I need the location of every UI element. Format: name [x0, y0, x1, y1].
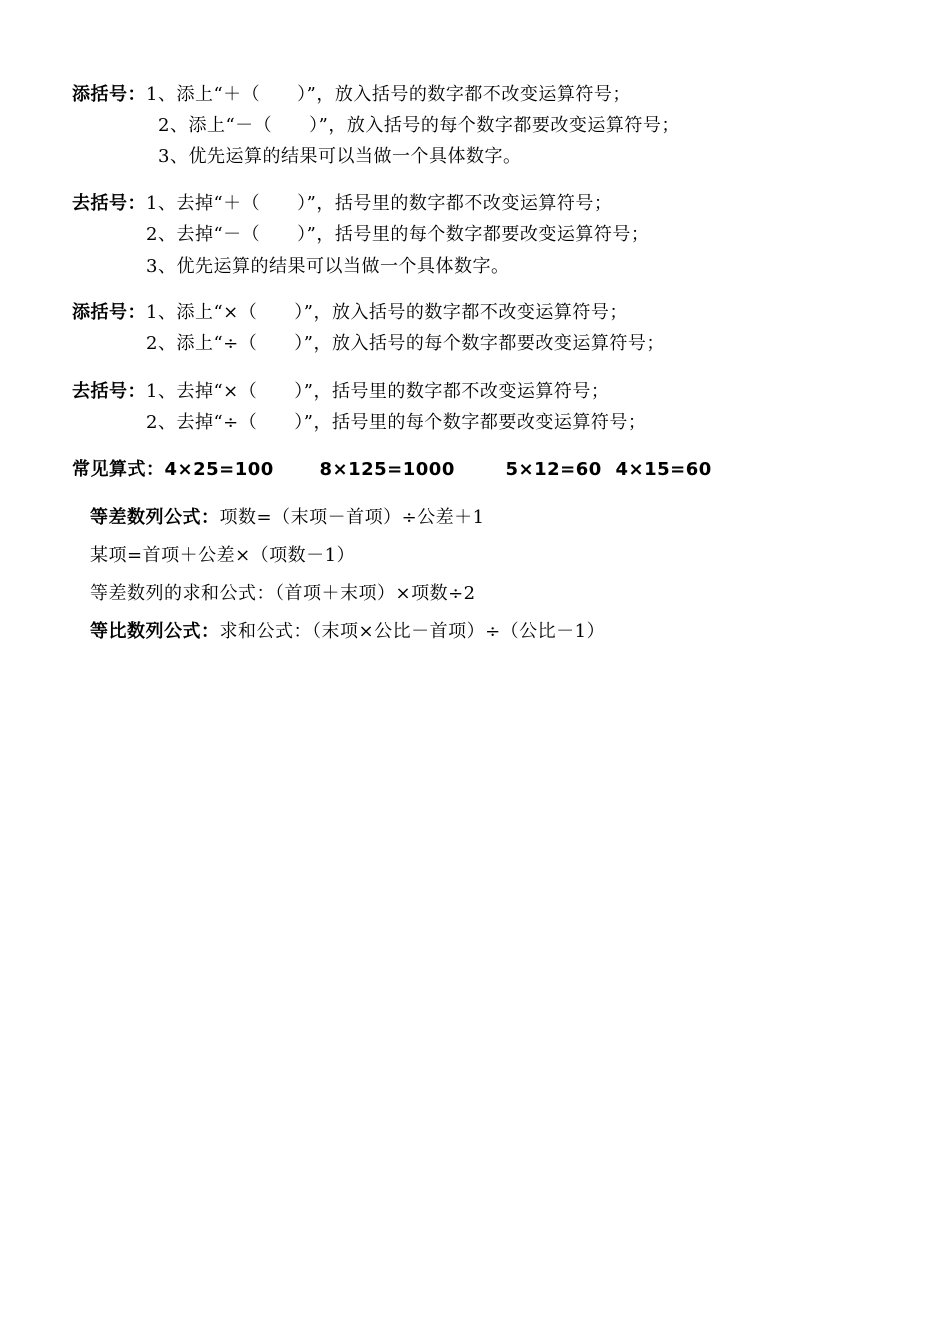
section-label: 添括号：	[72, 302, 146, 323]
section-remove-brackets-plus-minus-line-2	[146, 223, 649, 247]
section-label: 添括号：	[72, 84, 146, 105]
section-remove-brackets-plus-minus-line-3	[146, 255, 509, 279]
geometric-sequence-label: 等比数列公式：	[90, 621, 220, 642]
rule-text: 2、去掉“÷（ ）”，括号里的每个数字都要改变运算符号；	[146, 412, 647, 433]
arithmetic-sequence-sum-line	[90, 582, 476, 606]
common-equations-label: 常见算式：	[72, 459, 165, 480]
equation: 4×25=100	[164, 459, 274, 480]
section-remove-brackets-mul-div-line-2	[146, 411, 646, 435]
rule-text: 1、去掉“＋（ ）”，括号里的数字都不改变运算符号；	[146, 193, 613, 214]
rule-text: 3、优先运算的结果可以当做一个具体数字。	[158, 146, 522, 167]
equation: 8×125=1000	[319, 459, 455, 480]
common-equations-line	[72, 458, 712, 482]
arithmetic-sequence-label: 等差数列公式：	[90, 507, 220, 528]
formula-text: 等差数列的求和公式：（首项＋末项）×项数÷2	[90, 583, 476, 604]
formula-text: 某项=首项＋公差×（项数－1）	[90, 545, 356, 566]
section-remove-brackets-plus-minus-line-1	[72, 192, 612, 216]
rule-text: 1、添上“×（ ）”，放入括号的数字都不改变运算符号；	[146, 302, 628, 323]
rule-text: 1、添上“＋（ ）”，放入括号的数字都不改变运算符号；	[146, 84, 631, 105]
formula-text: 求和公式：（末项×公比－首项）÷（公比－1）	[219, 621, 606, 642]
section-add-brackets-plus-minus-line-1	[72, 83, 631, 107]
section-add-brackets-mul-div-line-1	[72, 301, 628, 325]
section-label: 去括号：	[72, 193, 146, 214]
geometric-sequence-line	[90, 620, 605, 644]
arithmetic-sequence-nth-term-line	[90, 544, 355, 568]
section-add-brackets-plus-minus-line-2	[158, 114, 680, 138]
formula-text: 项数=（末项－首项）÷公差＋1	[219, 507, 485, 528]
section-add-brackets-plus-minus-line-3	[158, 145, 521, 169]
arithmetic-sequence-terms-line	[90, 506, 485, 530]
section-remove-brackets-mul-div-line-1	[72, 380, 609, 404]
rule-text: 1、去掉“×（ ）”，括号里的数字都不改变运算符号；	[146, 381, 610, 402]
section-add-brackets-mul-div-line-2	[146, 332, 665, 356]
rule-text: 3、优先运算的结果可以当做一个具体数字。	[146, 256, 510, 277]
rule-text: 2、添上“÷（ ）”，放入括号的每个数字都要改变运算符号；	[146, 333, 665, 354]
rule-text: 2、添上“－（ ）”，放入括号的每个数字都要改变运算符号；	[158, 115, 680, 136]
equation: 5×12=60	[505, 459, 602, 480]
section-label: 去括号：	[72, 381, 146, 402]
equation: 4×15=60	[615, 459, 712, 480]
rule-text: 2、去掉“－（ ）”，括号里的每个数字都要改变运算符号；	[146, 224, 650, 245]
